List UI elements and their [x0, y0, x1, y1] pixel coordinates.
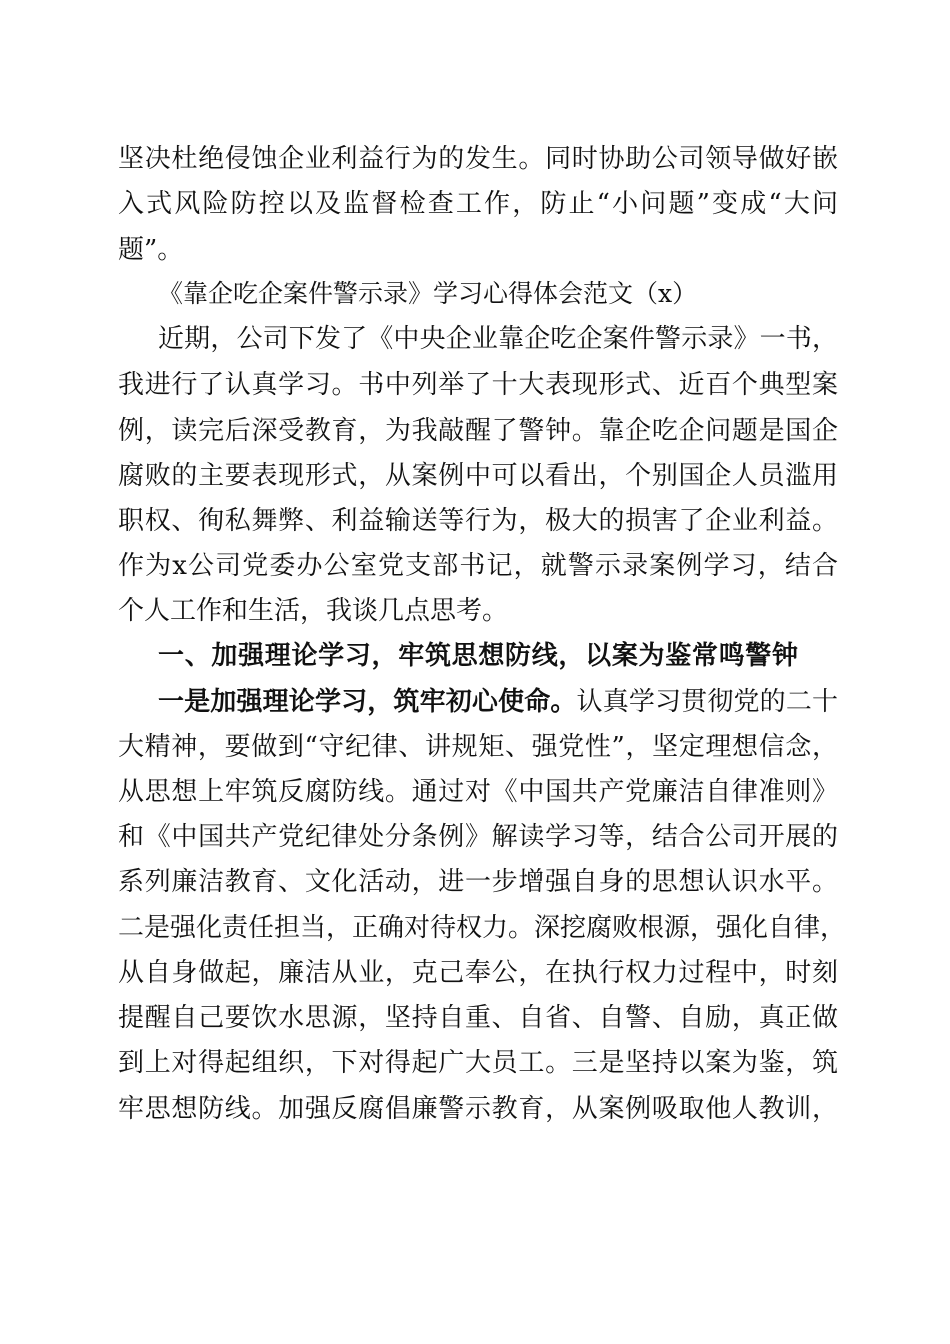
body-text-line: 职权、徇私舞弊、利益输送等行为，极大的损害了企业利益。	[118, 506, 838, 536]
body-text-line: 提醒自己要饮水思源，坚持自重、自省、自警、自励，真正做	[118, 1003, 838, 1033]
body-text-line: 腐败的主要表现形式，从案例中可以看出，个别国企人员滥用	[118, 461, 838, 491]
body-text-line: 近期，公司下发了《中央企业靠企吃企案件警示录》一书，	[158, 324, 838, 354]
body-text-line: 牢思想防线。加强反腐倡廉警示教育，从案例吸取他人教训，	[118, 1094, 838, 1124]
body-text-line: 坚决杜绝侵蚀企业利益行为的发生。同时协助公司领导做好嵌	[118, 144, 838, 174]
body-text-line	[158, 687, 838, 717]
body-text-line: 从思想上牢筑反腐防线。通过对《中国共产党廉洁自律准则》	[118, 777, 838, 807]
body-text-line: 系列廉洁教育、文化活动，进一步增强自身的思想认识水平。	[118, 867, 838, 897]
body-text-line: 例，读完后深受教育，为我敲醒了警钟。靠企吃企问题是国企	[118, 416, 838, 446]
body-text-line: 题”。	[118, 235, 184, 265]
body-text-line: 到上对得起组织，下对得起广大员工。三是坚持以案为鉴，筑	[118, 1048, 838, 1078]
point-text: 认真学习贯彻党的二十	[576, 687, 838, 717]
body-text-line: 入式风险防控以及监督检查工作，防止“小问题”变成“大问	[118, 189, 838, 219]
point-lead: 一是加强理论学习，筑牢初心使命。	[158, 687, 577, 717]
body-text-line: 二是强化责任担当，正确对待权力。深挖腐败根源，强化自律，	[118, 913, 847, 943]
section-heading: 一、加强理论学习，牢筑思想防线，以案为鉴常鸣警钟	[158, 641, 798, 671]
body-text-line: 我进行了认真学习。书中列举了十大表现形式、近百个典型案	[118, 370, 838, 400]
body-text-line: 和《中国共产党纪律处分条例》解读学习等，结合公司开展的	[118, 822, 838, 852]
body-text-line: 个人工作和生活，我谈几点思考。	[118, 596, 509, 626]
body-text-line: 大精神，要做到“守纪律、讲规矩、强党性”，坚定理想信念，	[118, 732, 838, 762]
article-title: 《靠企吃企案件警示录》学习心得体会范文（x）	[158, 279, 698, 308]
body-text-line: 从自身做起，廉洁从业，克己奉公，在执行权力过程中，时刻	[118, 958, 838, 988]
body-text-line: 作为x公司党委办公室党支部书记，就警示录案例学习，结合	[118, 551, 838, 581]
